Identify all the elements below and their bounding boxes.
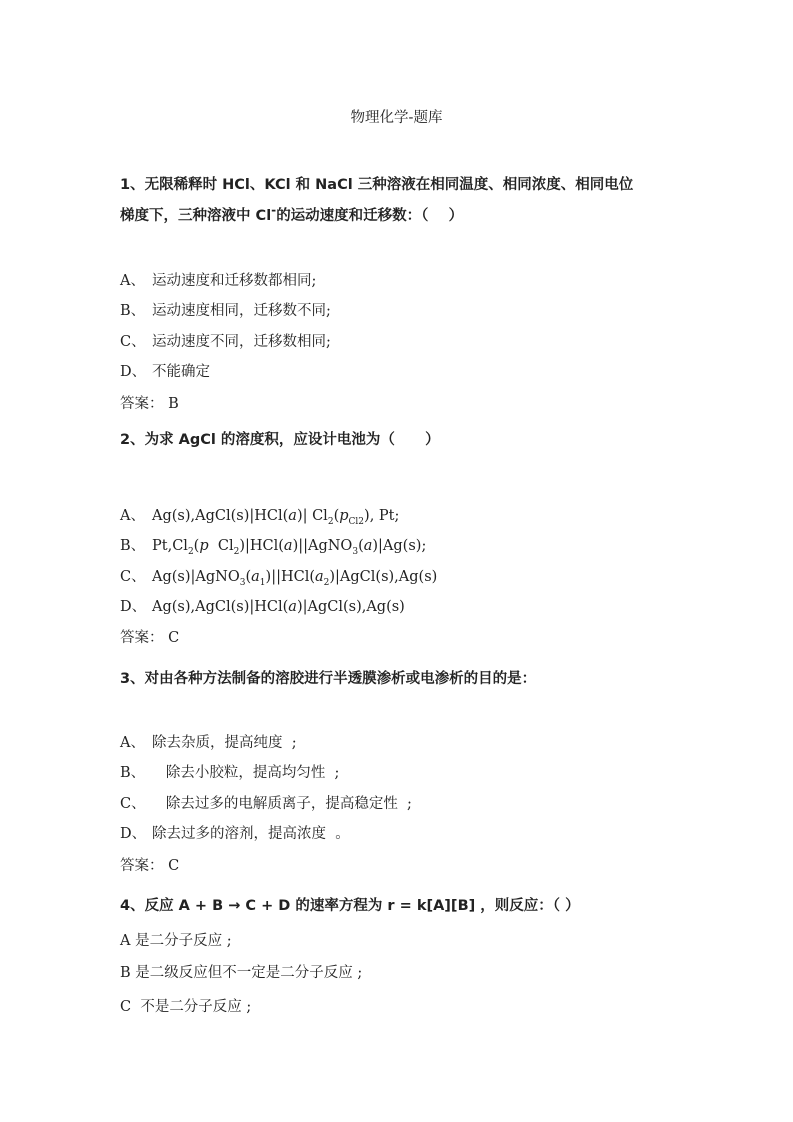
question-1-line-1: 1、无限稀释时 HCl、KCl 和 NaCl 三种溶液在相同温度、相同浓度、相同电位 bbox=[120, 177, 634, 193]
q1-option-d: D、 不能确定 bbox=[120, 364, 210, 380]
question-2-stem: 2、为求 AgCl 的溶度积，应设计电池为（ ） bbox=[120, 432, 440, 448]
question-4-stem: 4、反应 A + B → C + D 的速率方程为 r = k[A][B] ，则反应：（ ） bbox=[120, 898, 580, 914]
q2-option-d: D、 Ag(s),AgCl(s)|HCl(a)|AgCl(s),Ag(s) bbox=[120, 599, 405, 615]
q2-option-a: A、 Ag(s),AgCl(s)|HCl(a)| $Cl_2(p_{Cl2})$, Pt; bbox=[120, 508, 400, 527]
q4-line-b: B 是二级反应但不一定是二分子反应 ; bbox=[120, 965, 363, 981]
q3-option-c: C、 除去过多的电解质离子，提高稳定性 ; bbox=[120, 796, 412, 812]
q2-option-c: C、 $Ag(s)|AgNO_3(a_1)||HCl(a_2)|AgCl(s),Ag(s)$ bbox=[120, 569, 438, 588]
q4-line-a: A 是二分子反应 ; bbox=[120, 933, 232, 949]
q4-line-c: C 不是二分子反应 ; bbox=[120, 999, 252, 1015]
q2-option-b: B、 $Pt,Cl_2(p$ $Cl_2)|HCl(a)||AgNO_3(a)|Ag(s)$; bbox=[120, 538, 427, 557]
q3-option-a: A、 除去杂质，提高纯度 ; bbox=[120, 735, 297, 751]
question-1-line-2: 梯度下，三种溶液中 Cl-的运动速度和迁移数：（ ） bbox=[120, 203, 464, 224]
q1-option-b: B、 运动速度相同，迁移数不同; bbox=[120, 303, 331, 319]
question-3-stem: 3、对由各种方法制备的溶胶进行半透膜渗析或电渗析的目的是： bbox=[120, 671, 537, 687]
q3-answer: 答案： C bbox=[120, 858, 180, 874]
q1-option-a: A、 运动速度和迁移数都相同; bbox=[120, 273, 317, 289]
q3-option-b: B、 除去小胶粒，提高均匀性 ; bbox=[120, 765, 340, 781]
q3-option-d: D、 除去过多的溶剂，提高浓度 。 bbox=[120, 826, 350, 842]
q1-option-c: C、 运动速度不同，迁移数相同; bbox=[120, 334, 331, 350]
q1-answer: 答案： B bbox=[120, 396, 179, 412]
document-title: 物理化学-题库 bbox=[350, 110, 443, 126]
q2-answer: 答案： C bbox=[120, 630, 180, 646]
